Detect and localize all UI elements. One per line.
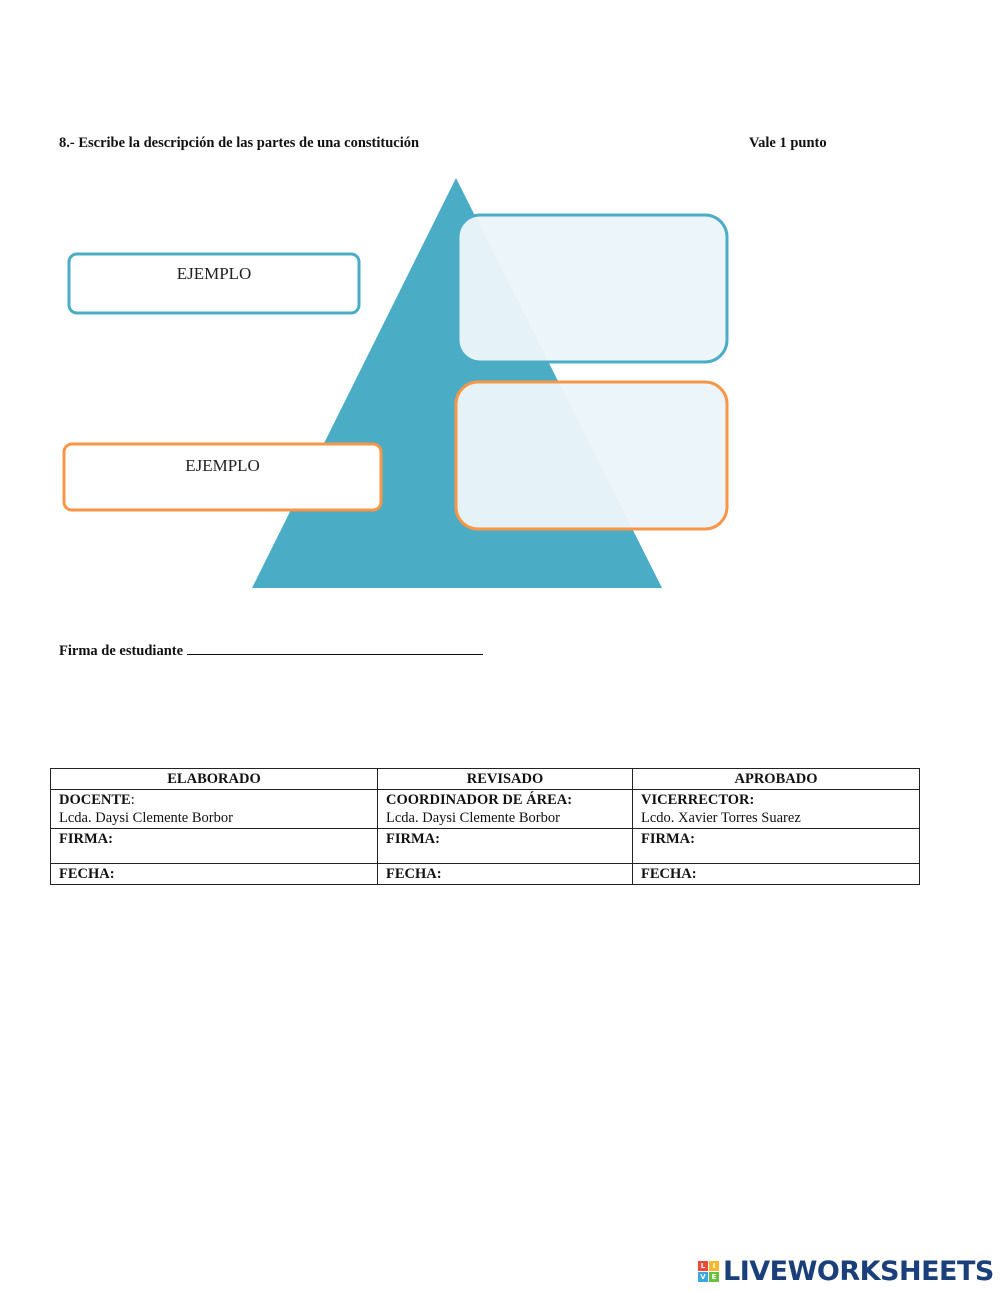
role-coordinador: COORDINADOR DE ÁREA: — [386, 792, 573, 808]
role-docente: DOCENTE — [59, 792, 131, 808]
name-coordinador: Lcda. Daysi Clemente Borbor — [386, 810, 560, 826]
pyramid-diagram — [0, 0, 1000, 620]
role-vicerrector: VICERRECTOR: — [641, 792, 755, 808]
question-points: Vale 1 punto — [749, 135, 827, 151]
table-row-roles — [51, 790, 920, 829]
header-revisado: REVISADO — [378, 769, 633, 790]
table-row-firma — [51, 829, 920, 864]
logo-cube: E — [709, 1272, 719, 1282]
signature-label: Firma de estudiante — [59, 643, 184, 659]
signature-underline — [187, 640, 483, 655]
right-top-answer-box — [458, 215, 727, 362]
student-signature-line[interactable] — [59, 640, 483, 660]
fecha-cell: FECHA: — [51, 864, 378, 885]
table-row-fecha — [51, 864, 920, 885]
logo-cube: I — [709, 1261, 719, 1271]
question-title: 8.- Escribe la descripción de las partes de una constitución — [59, 135, 420, 151]
left-bottom-answer-box — [64, 444, 381, 510]
logo-cube: V — [698, 1272, 708, 1282]
header-elaborado: ELABORADO — [51, 769, 378, 790]
left-top-box-label: EJEMPLO — [176, 264, 252, 283]
cell-vicerrector — [633, 790, 920, 829]
firma-cell: FIRMA: — [378, 829, 633, 864]
logo-cube: L — [698, 1261, 708, 1271]
firma-cell: FIRMA: — [51, 829, 378, 864]
fecha-cell: FECHA: — [378, 864, 633, 885]
left-bottom-box-label: EJEMPLO — [185, 456, 260, 475]
right-bottom-answer-box — [456, 382, 727, 529]
logo-text: LIVEWORKSHEETS — [723, 1255, 994, 1287]
name-vicerrector: Lcdo. Xavier Torres Suarez — [641, 810, 801, 826]
liveworksheets-logo — [698, 1256, 994, 1286]
firma-cell: FIRMA: — [633, 829, 920, 864]
cell-coordinador — [378, 790, 633, 829]
logo-cubes-icon — [698, 1261, 719, 1282]
fecha-cell: FECHA: — [633, 864, 920, 885]
name-docente: Lcda. Daysi Clemente Borbor — [59, 810, 233, 826]
table-header-row — [51, 769, 920, 790]
cell-docente — [51, 790, 378, 829]
approval-table — [50, 768, 920, 885]
header-aprobado: APROBADO — [633, 769, 920, 790]
role-suffix: : — [130, 792, 135, 808]
